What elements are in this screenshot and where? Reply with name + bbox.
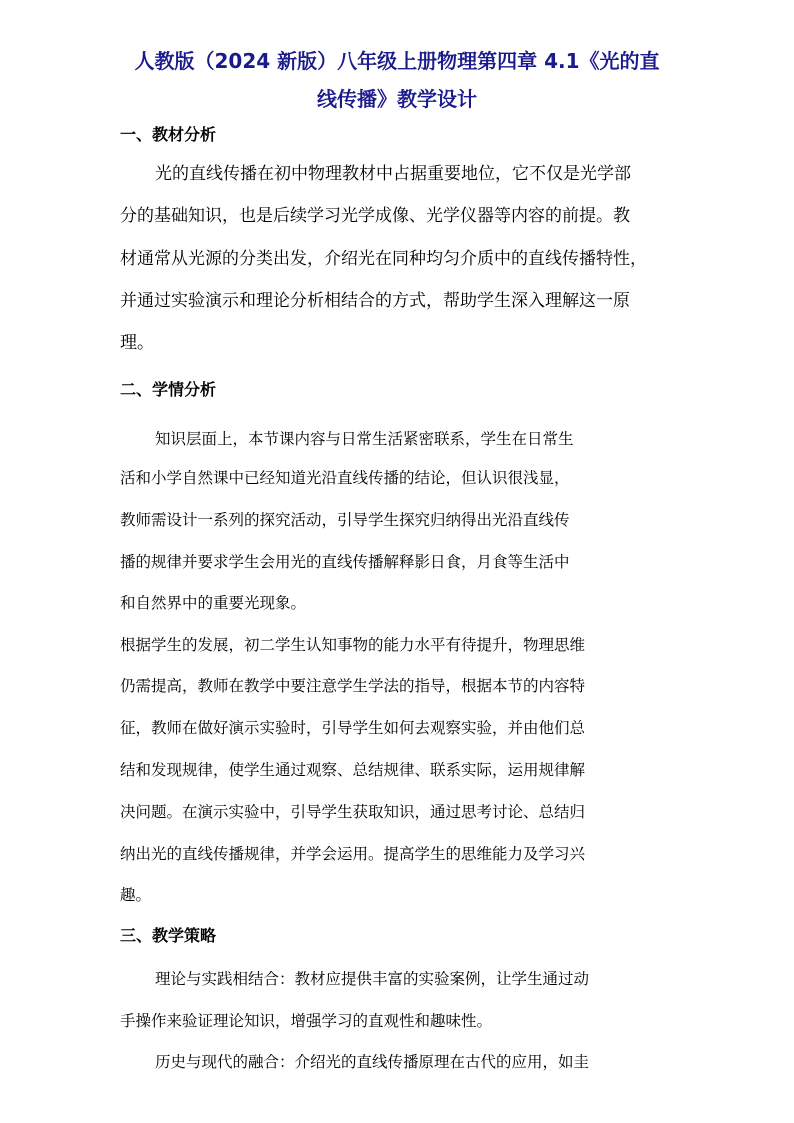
paragraph-line: 决问题。在演示实验中，引导学生获取知识，通过思考讨论、总结归 xyxy=(120,803,586,821)
paragraph-line: 分的基础知识，也是后续学习光学成像、光学仪器等内容的前提。教 xyxy=(120,206,630,226)
paragraph-line: 纳出光的直线传播规律，并学会运用。提高学生的思维能力及学习兴 xyxy=(120,845,586,863)
paragraph-line: 知识层面上，本节课内容与日常生活紧密联系，学生在日常生 xyxy=(155,430,574,448)
paragraph-line: 和自然界中的重要光现象。 xyxy=(120,594,307,612)
paragraph-line: 根据学生的发展，初二学生认知事物的能力水平有待提升，物理思维 xyxy=(120,636,586,654)
paragraph-line: 活和小学自然课中已经知道光沿直线传播的结论，但认识很浅显， xyxy=(120,469,570,487)
paragraph-line: 并通过实验演示和理论分析相结合的方式，帮助学生深入理解这一原 xyxy=(120,291,630,311)
paragraph-line: 播的规律并要求学生会用光的直线传播解释影日食，月食等生活中 xyxy=(120,553,570,571)
paragraph-line: 历史与现代的融合：介绍光的直线传播原理在古代的应用，如圭 xyxy=(155,1053,590,1071)
paragraph-line: 理论与实践相结合：教材应提供丰富的实验案例，让学生通过动 xyxy=(155,970,590,988)
paragraph-line: 结和发现规律，使学生通过观察、总结规律、联系实际，运用规律解 xyxy=(120,761,586,779)
paragraph-line: 趣。 xyxy=(120,886,152,904)
section-heading-textbook-analysis: 一、教材分析 xyxy=(120,125,217,144)
paragraph-line: 教师需设计一系列的探究活动，引导学生探究归纳得出光沿直线传 xyxy=(120,511,570,529)
paragraph-line: 仍需提高，教师在教学中要注意学生学法的指导，根据本节的内容特 xyxy=(120,677,586,695)
document-title-line-1: 人教版（2024 新版）八年级上册物理第四章 4.1《光的直 xyxy=(134,49,660,73)
paragraph-line: 理。 xyxy=(120,333,154,353)
section-heading-student-analysis: 二、学情分析 xyxy=(120,380,217,399)
section-heading-teaching-strategy: 三、教学策略 xyxy=(120,926,217,945)
paragraph-line: 光的直线传播在初中物理教材中占据重要地位，它不仅是光学部 xyxy=(155,164,631,184)
paragraph-line: 材通常从光源的分类出发，介绍光在同种均匀介质中的直线传播特性， xyxy=(120,249,647,269)
paragraph-line: 征，教师在做好演示实验时，引导学生如何去观察实验，并由他们总 xyxy=(120,719,586,737)
document-title-line-2: 线传播》教学设计 xyxy=(317,87,477,111)
paragraph-line: 手操作来验证理论知识，增强学习的直观性和趣味性。 xyxy=(120,1012,493,1030)
